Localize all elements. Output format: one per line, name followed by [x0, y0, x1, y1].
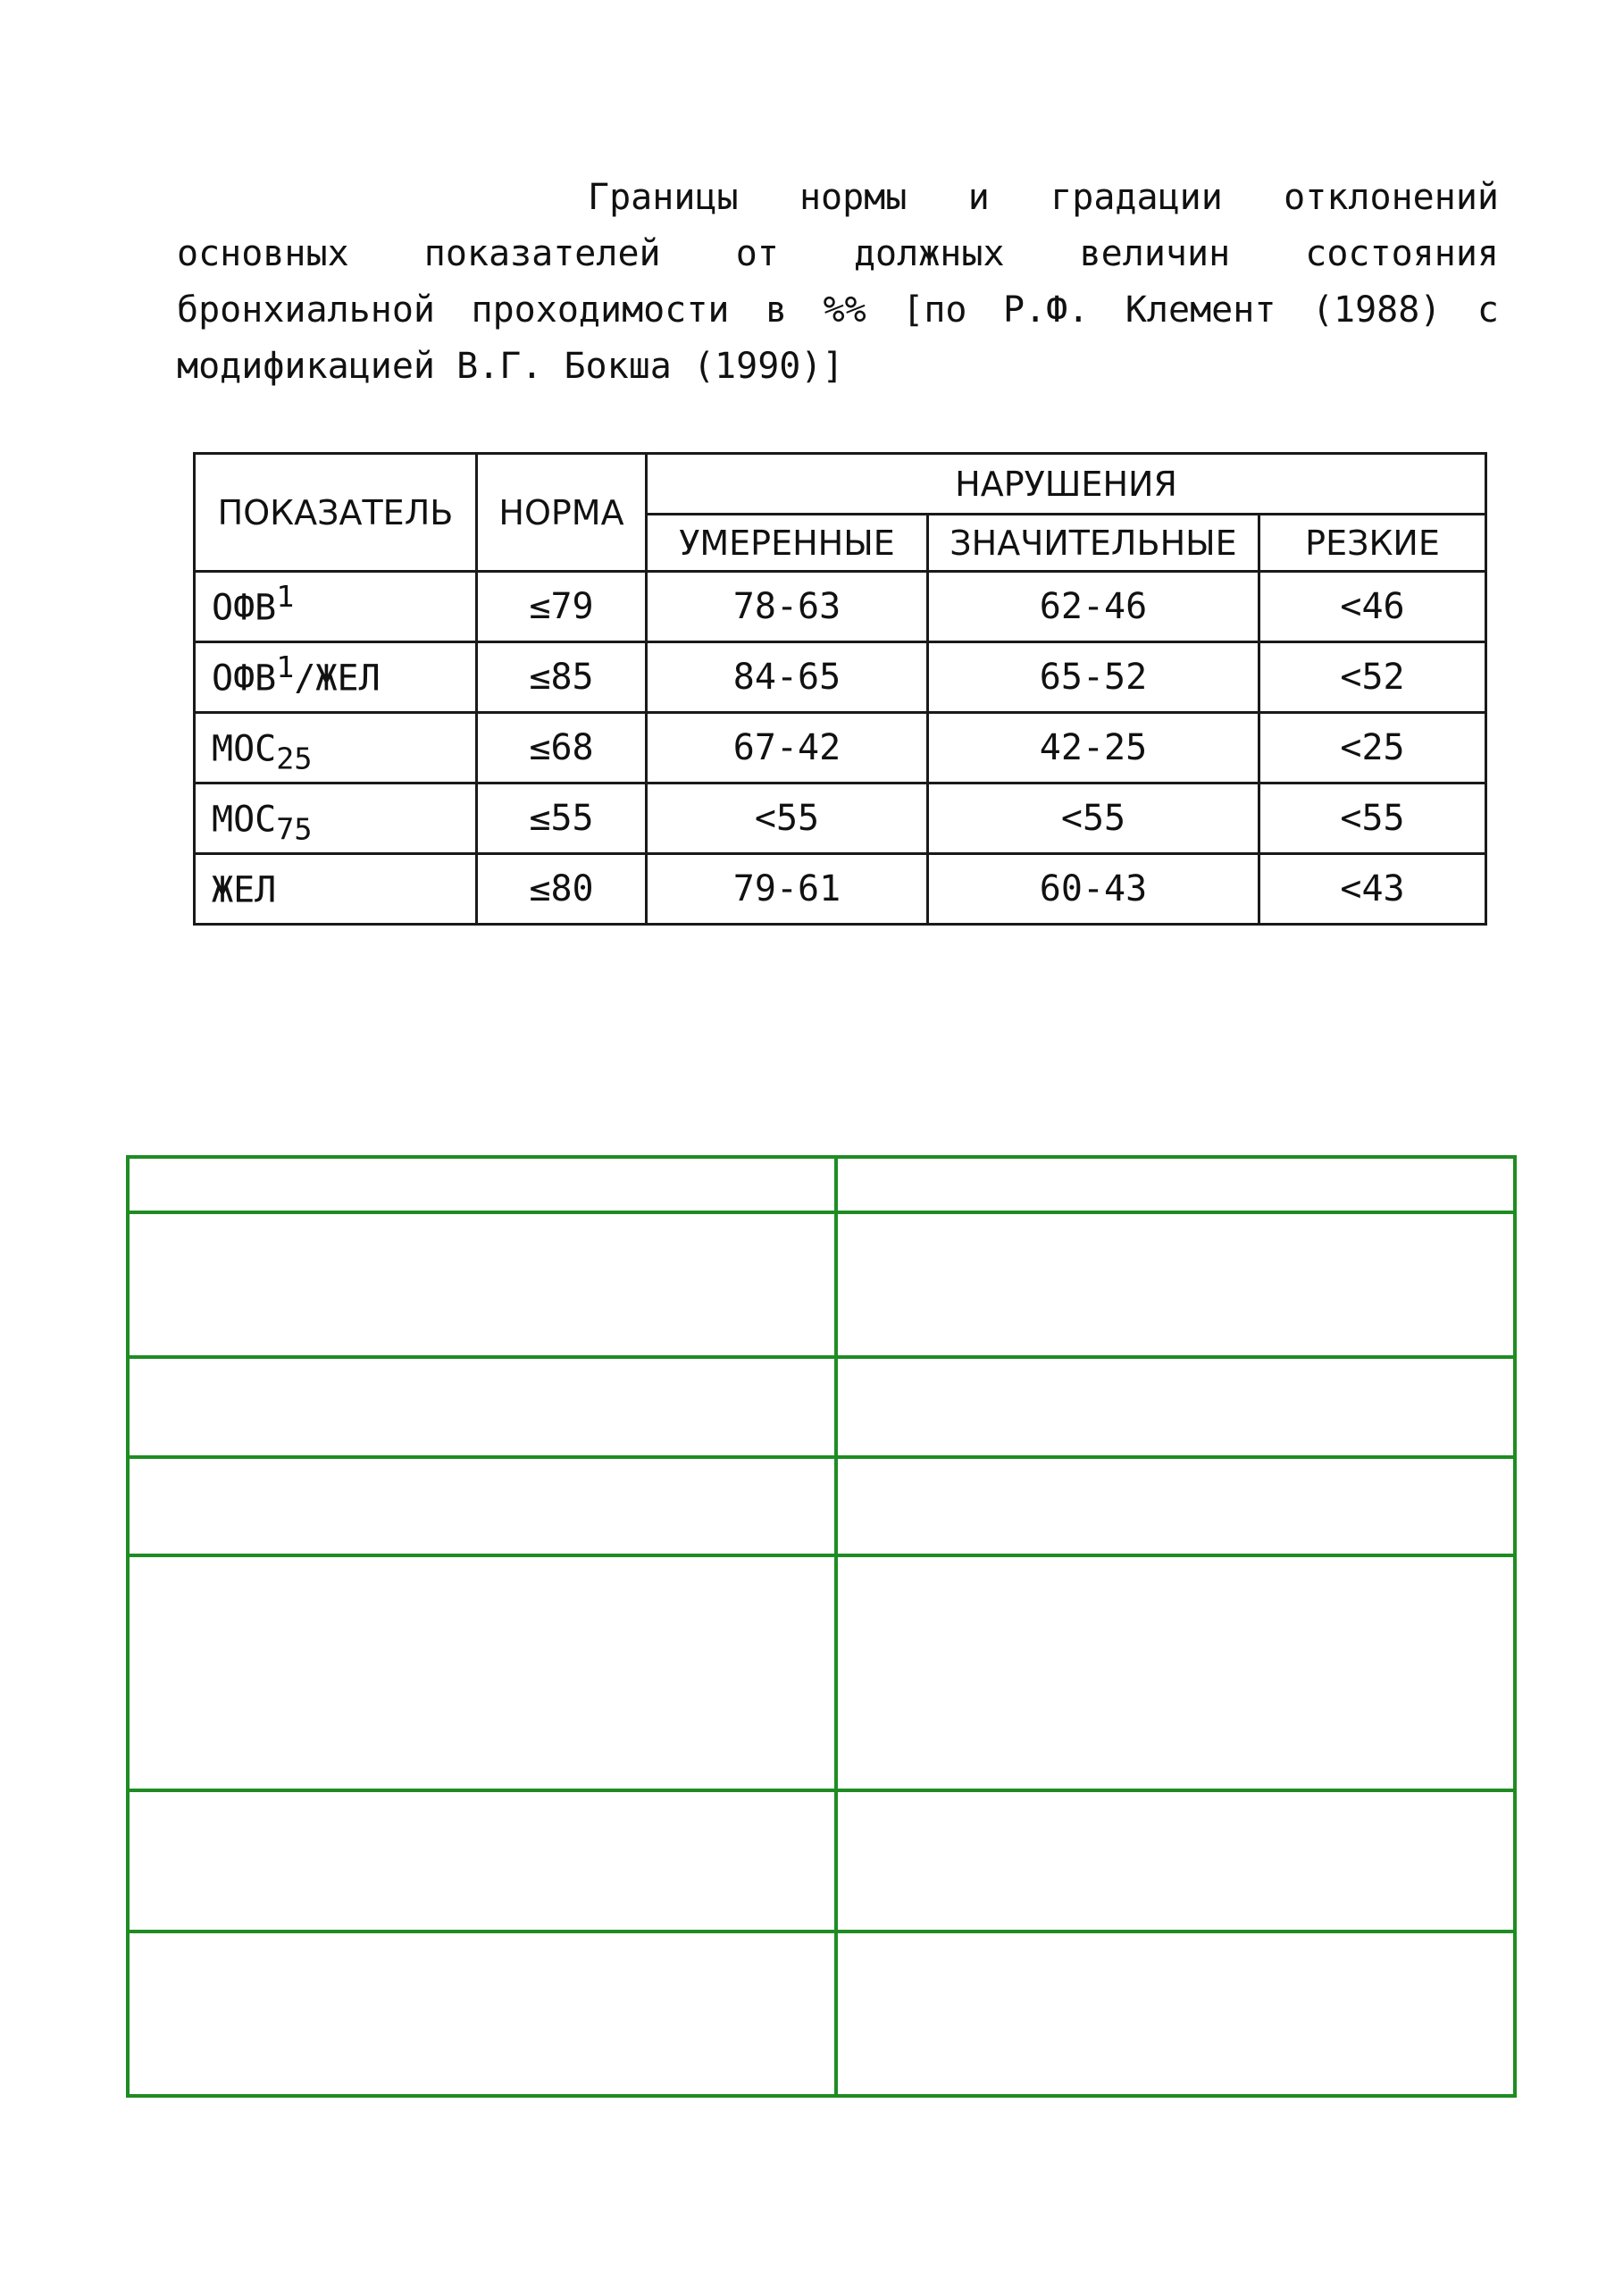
- severe-cell: <25: [1259, 713, 1486, 783]
- indicator-name: ЖЕЛ: [212, 869, 277, 911]
- norm-cell: ≤79: [477, 572, 647, 642]
- empty-answer-table: [126, 1155, 1517, 2098]
- indicator-cell: [195, 642, 477, 713]
- norm-cell: ≤80: [477, 854, 647, 925]
- table-row: [195, 642, 1486, 713]
- header-indicator: ПОКАЗАТЕЛЬ: [195, 454, 477, 572]
- norm-cell: ≤68: [477, 713, 647, 783]
- indicator-name: ОФВ: [212, 658, 277, 700]
- empty-cell: [836, 1555, 1515, 1790]
- norms-table: [193, 452, 1487, 926]
- moderate-cell: 84-65: [647, 642, 928, 713]
- moderate-cell: <55: [647, 783, 928, 854]
- table-row: [195, 713, 1486, 783]
- severe-cell: <46: [1259, 572, 1486, 642]
- table-row: [195, 572, 1486, 642]
- indicator-cell: [195, 713, 477, 783]
- indicator-cell: [195, 783, 477, 854]
- table-row: [128, 1457, 1515, 1555]
- empty-cell: [128, 1357, 836, 1457]
- header-violations: НАРУШЕНИЯ: [647, 454, 1486, 515]
- empty-cell: [836, 1931, 1515, 2096]
- indicator-superscript: 1: [276, 649, 295, 684]
- indicator-name: МОС: [212, 799, 277, 841]
- empty-cell: [128, 1555, 836, 1790]
- significant-cell: 60-43: [928, 854, 1259, 925]
- table-row: [128, 1157, 1515, 1212]
- empty-cell: [128, 1790, 836, 1931]
- moderate-cell: 67-42: [647, 713, 928, 783]
- indicator-subscript: 25: [276, 741, 313, 776]
- table-row: [128, 1790, 1515, 1931]
- table-row: [128, 1555, 1515, 1790]
- indicator-superscript: 1: [276, 578, 295, 614]
- severe-cell: <43: [1259, 854, 1486, 925]
- header-norm: НОРМА: [477, 454, 647, 572]
- header-moderate: УМЕРЕННЫЕ: [647, 515, 928, 572]
- table-row: [195, 783, 1486, 854]
- indicator-name: ОФВ: [212, 587, 277, 629]
- empty-cell: [836, 1790, 1515, 1931]
- empty-cell: [836, 1212, 1515, 1357]
- indicator-suffix: /ЖЕЛ: [294, 658, 381, 700]
- empty-cell: [128, 1212, 836, 1357]
- indicator-name: МОС: [212, 728, 277, 770]
- moderate-cell: 78-63: [647, 572, 928, 642]
- empty-cell: [128, 1157, 836, 1212]
- moderate-cell: 79-61: [647, 854, 928, 925]
- severe-cell: <55: [1259, 783, 1486, 854]
- empty-cell: [836, 1157, 1515, 1212]
- table-row: [128, 1357, 1515, 1457]
- table-row: [128, 1931, 1515, 2096]
- header-significant: ЗНАЧИТЕЛЬНЫЕ: [928, 515, 1259, 572]
- table-caption: Границы нормы и градации отклонений основных показателей от должных величин состояния бронхиальной проходимости в %% [по Р.Ф. Клемент (1988) с модификацией В.Г. Бокша (1990)]: [177, 177, 1499, 387]
- significant-cell: 62-46: [928, 572, 1259, 642]
- norm-cell: ≤55: [477, 783, 647, 854]
- significant-cell: 65-52: [928, 642, 1259, 713]
- empty-cell: [836, 1457, 1515, 1555]
- significant-cell: <55: [928, 783, 1259, 854]
- header-severe: РЕЗКИЕ: [1259, 515, 1486, 572]
- indicator-cell: [195, 572, 477, 642]
- indicator-subscript: 75: [276, 811, 313, 847]
- table-row: [128, 1212, 1515, 1357]
- table-row: [195, 854, 1486, 925]
- empty-cell: [128, 1457, 836, 1555]
- severe-cell: <52: [1259, 642, 1486, 713]
- empty-cell: [128, 1931, 836, 2096]
- norm-cell: ≤85: [477, 642, 647, 713]
- significant-cell: 42-25: [928, 713, 1259, 783]
- indicator-cell: [195, 854, 477, 925]
- empty-cell: [836, 1357, 1515, 1457]
